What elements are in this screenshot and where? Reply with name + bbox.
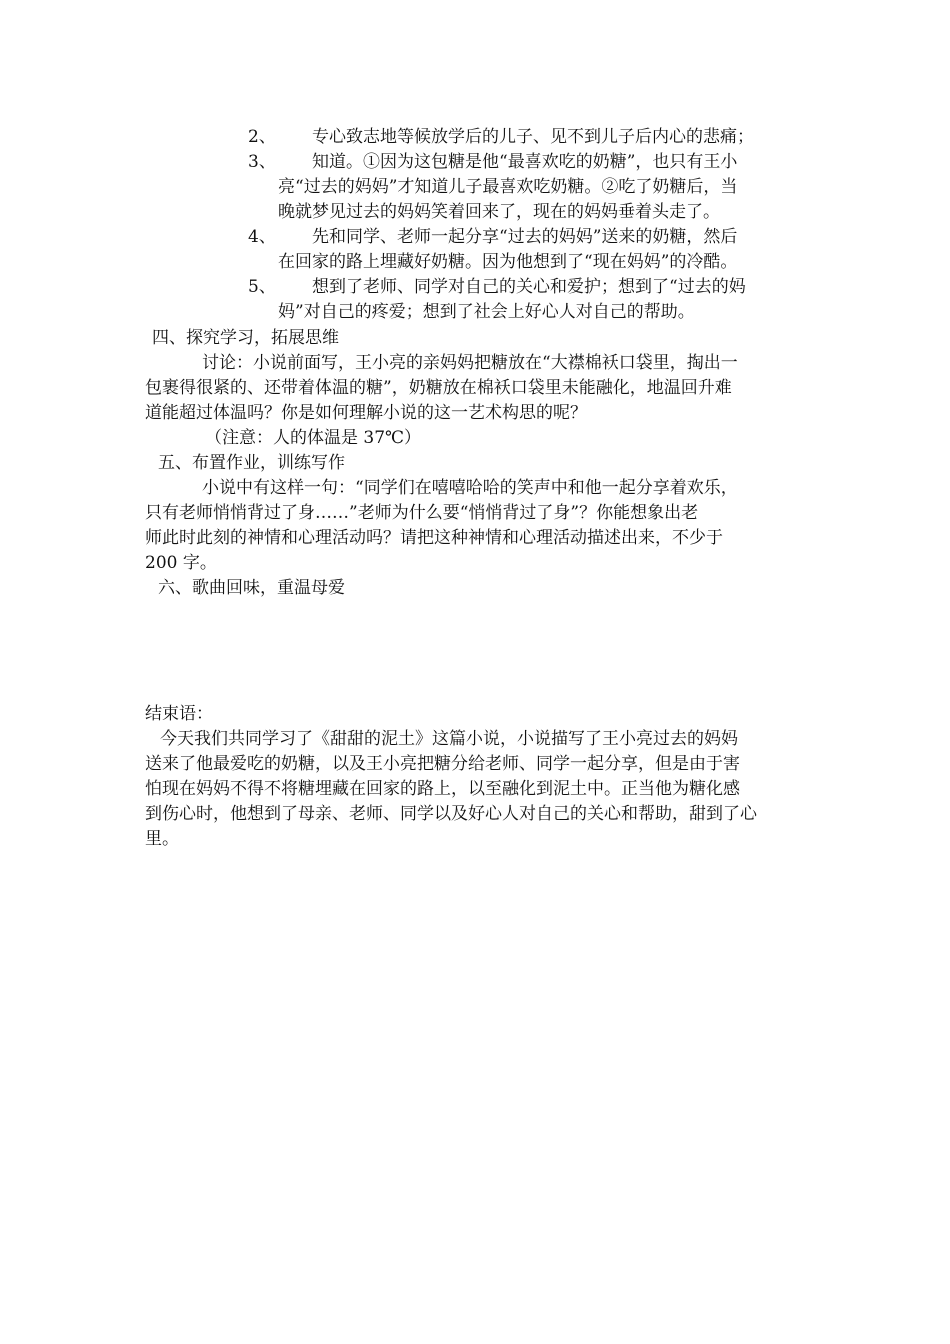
section-heading: 六、歌曲回味，重温母爱 <box>158 578 345 598</box>
list-item-line: 先和同学、老师一起分享“过去的妈妈”送来的奶糖，然后 <box>312 227 738 247</box>
paragraph-line: 小说中有这样一句：“同学们在嘻嘻哈哈的笑声中和他一起分享着欢乐， <box>202 478 738 498</box>
paragraph-line: 200 字。 <box>145 553 217 573</box>
paragraph-line: 送来了他最爱吃的奶糖，以及王小亮把糖分给老师、同学一起分享，但是由于害 <box>145 754 740 774</box>
paragraph-line: 包裹得很紧的、还带着体温的糖”，奶糖放在棉袄口袋里未能融化，地温回升难 <box>145 378 732 398</box>
closing-heading: 结束语： <box>145 704 213 724</box>
section-heading: 五、布置作业，训练写作 <box>158 453 345 473</box>
list-number: 4、 <box>248 227 276 247</box>
list-item-line: 亮“过去的妈妈”才知道儿子最喜欢吃奶糖。②吃了奶糖后，当 <box>278 177 738 197</box>
list-item-line: 妈”对自己的疼爱；想到了社会上好心人对自己的帮助。 <box>278 302 695 322</box>
paragraph-line: 今天我们共同学习了《甜甜的泥土》这篇小说，小说描写了王小亮过去的妈妈 <box>160 729 738 749</box>
paragraph-line: 怕现在妈妈不得不将糖埋藏在回家的路上，以至融化到泥土中。正当他为糖化感 <box>145 779 740 799</box>
list-number: 5、 <box>248 277 276 297</box>
list-item-line: 专心致志地等候放学后的儿子、见不到儿子后内心的悲痛； <box>312 127 754 147</box>
list-number: 3、 <box>248 152 276 172</box>
note-line: （注意：人的体温是 37℃） <box>205 428 422 448</box>
section-heading: 四、探究学习，拓展思维 <box>152 328 339 348</box>
paragraph-line: 讨论：小说前面写，王小亮的亲妈妈把糖放在“大襟棉袄口袋里，掏出一 <box>202 353 738 373</box>
paragraph-line: 只有老师悄悄背过了身……”老师为什么要“悄悄背过了身”？你能想象出老 <box>145 503 699 523</box>
list-item-line: 想到了老师、同学对自己的关心和爱护；想到了“过去的妈 <box>312 277 746 297</box>
list-item-line: 在回家的路上埋藏好奶糖。因为他想到了“现在妈妈”的冷酷。 <box>278 252 738 272</box>
list-item-line: 知道。①因为这包糖是他“最喜欢吃的奶糖”，也只有王小 <box>312 152 738 172</box>
paragraph-line: 到伤心时，他想到了母亲、老师、同学以及好心人对自己的关心和帮助，甜到了心 <box>145 804 757 824</box>
paragraph-line: 里。 <box>145 829 179 849</box>
list-item-line: 晚就梦见过去的妈妈笑着回来了，现在的妈妈垂着头走了。 <box>278 202 720 222</box>
paragraph-line: 师此时此刻的神情和心理活动吗？请把这种神情和心理活动描述出来，不少于 <box>145 528 723 548</box>
list-number: 2、 <box>248 127 276 147</box>
paragraph-line: 道能超过体温吗？你是如何理解小说的这一艺术构思的呢？ <box>145 403 587 423</box>
